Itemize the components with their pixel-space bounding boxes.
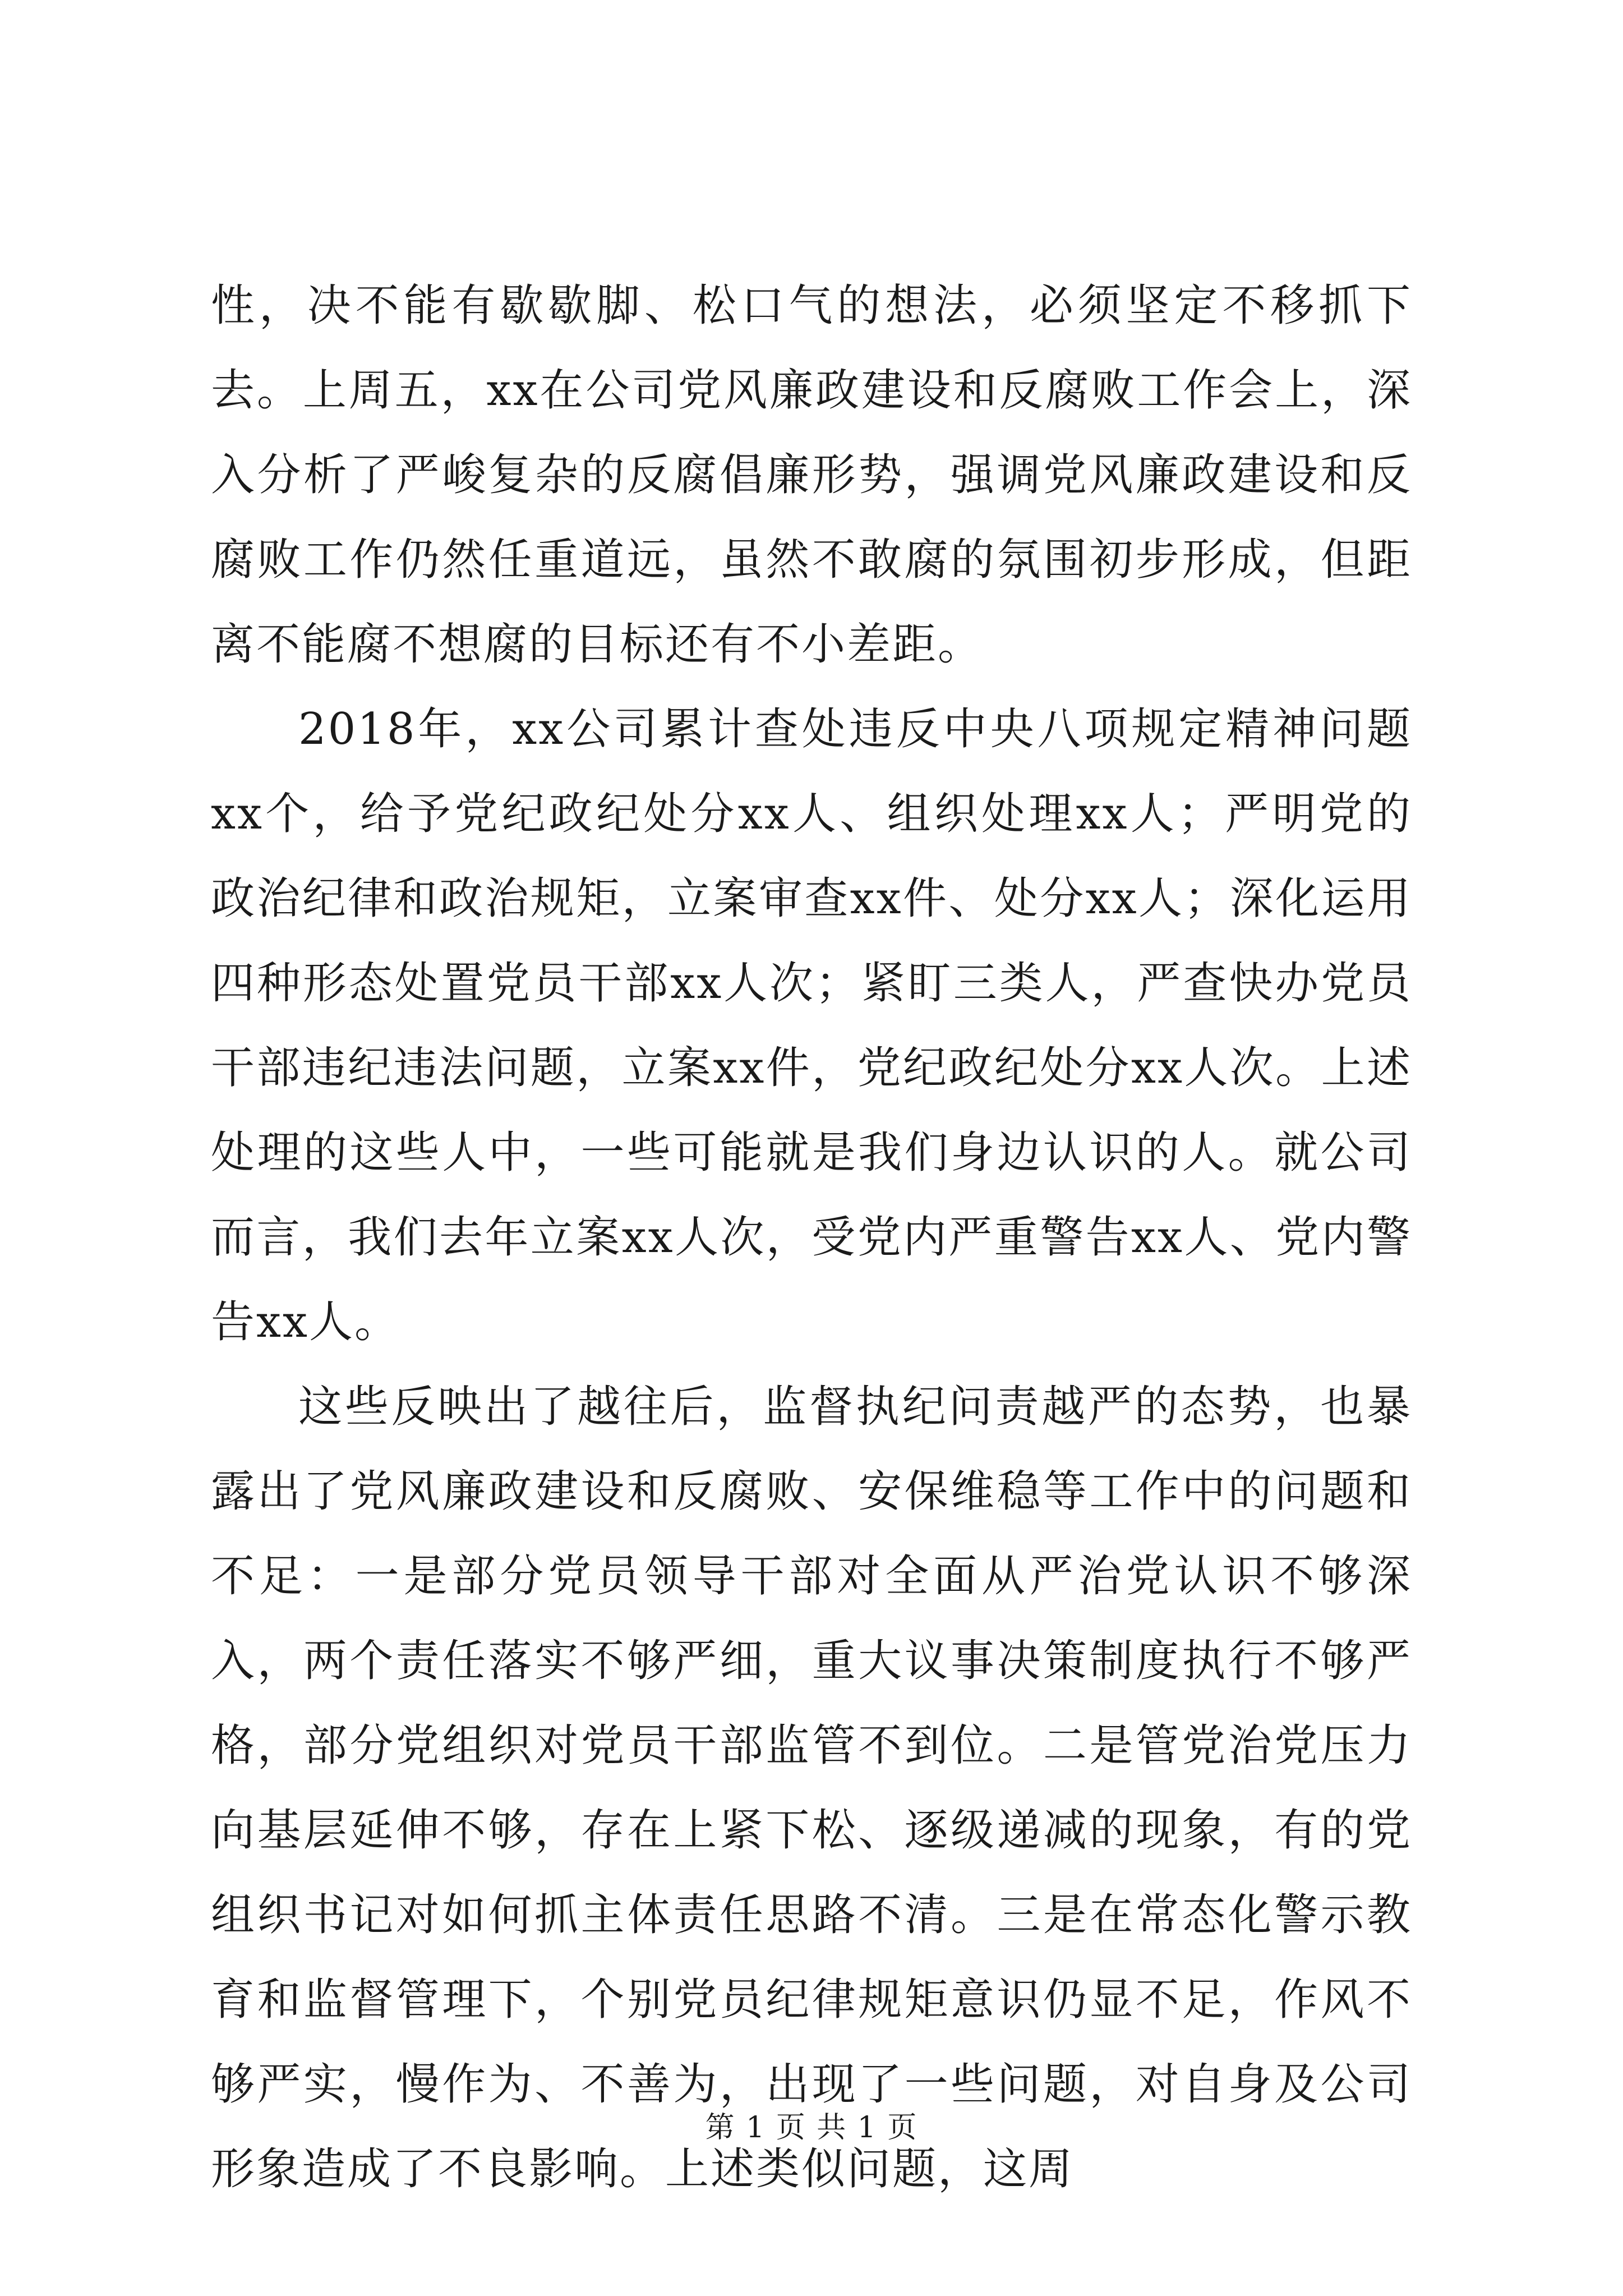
- document-body: [211, 264, 1412, 2212]
- paragraph-3: 这些反映出了越往后，监督执纪问责越严的态势，也暴露出了党风廉政建设和反腐败、安保维稳等工作中的问题和不足：一是部分党员领导干部对全面从严治党认识不够深入，两个责任落实不够严细，重大议事决策制度执行不够严格，部分党组织对党员干部监管不到位。二是管党治党压力向基层延伸不够，存在上紧下松、逐级递减的现象，有的党组织书记对如何抓主体责任思路不清。三是在常态化警示教育和监督管理下，个别党员纪律规矩意识仍显不足，作风不够严实，慢作为、不善为，出现了一些问题，对自身及公司形象造成了不良影响。上述类似问题，这周: [211, 1382, 1412, 2194]
- paragraph-1: 性，决不能有歇歇脚、松口气的想法，必须坚定不移抓下去。上周五，xx在公司党风廉政建设和反腐败工作会上，深入分析了严峻复杂的反腐倡廉形势，强调党风廉政建设和反腐败工作仍然任重道远，虽然不敢腐的氛围初步形成，但距离不能腐不想腐的目标还有不小差距。: [211, 280, 1412, 670]
- paragraph-2: 2018年，xx公司累计查处违反中央八项规定精神问题xx个，给予党纪政纪处分xx人、组织处理xx人；严明党的政治纪律和政治规矩，立案审查xx件、处分xx人；深化运用四种形态处置党员干部xx人次；紧盯三类人，严查快办党员干部违纪违法问题，立案xx件，党纪政纪处分xx人次。上述处理的这些人中，一些可能就是我们身边认识的人。就公司而言，我们去年立案xx人次，受党内严重警告xx人、党内警告xx人。: [211, 704, 1412, 1347]
- page-number-footer: 第 1 页 共 1 页: [705, 2111, 918, 2145]
